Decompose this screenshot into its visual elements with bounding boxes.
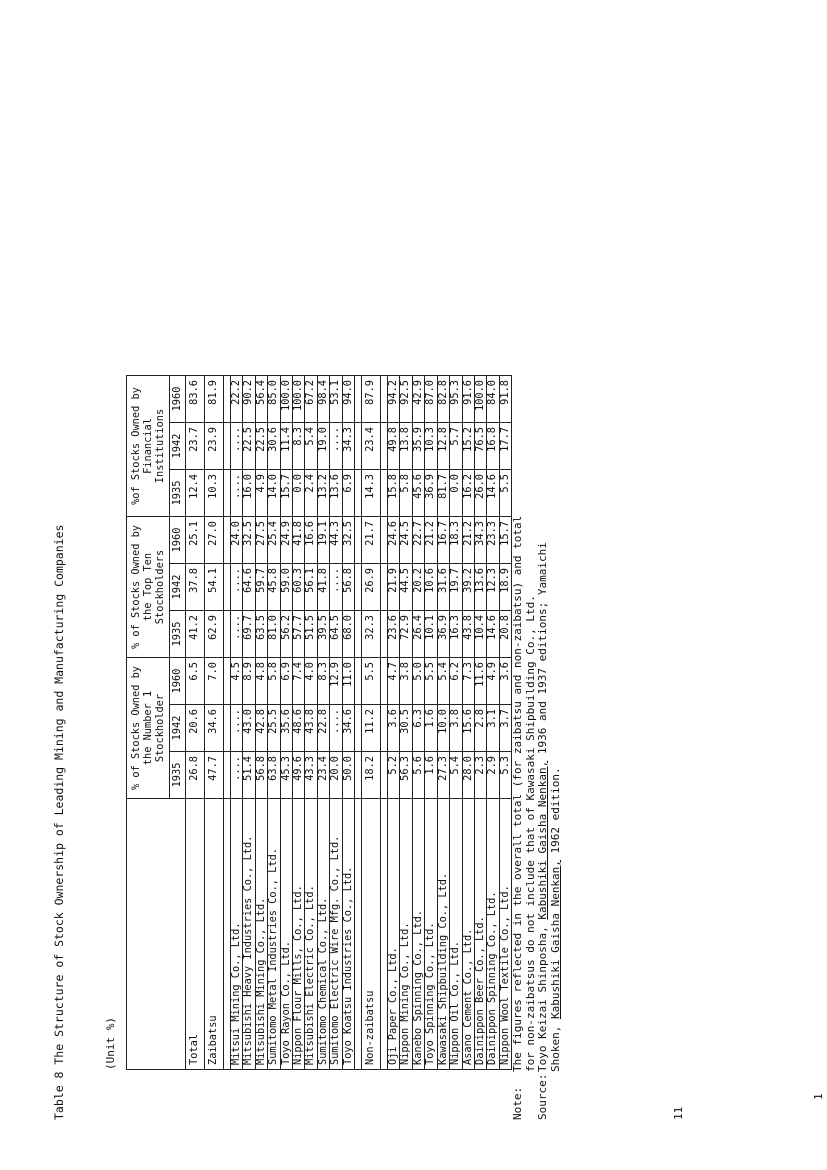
value-cell: 45.8 (268, 564, 280, 611)
value-cell: 2.9 (487, 752, 499, 799)
value-cell: 15.8 (388, 470, 400, 517)
value-cell: 10.0 (437, 705, 449, 752)
value-cell: 35.9 (412, 423, 424, 470)
value-cell: 43.8 (462, 611, 474, 658)
value-cell: 76.5 (474, 423, 486, 470)
value-cell: 8.3 (293, 423, 305, 470)
value-cell: 27.5 (255, 517, 267, 564)
value-cell: 22.7 (412, 517, 424, 564)
header-row-groups (127, 376, 170, 1070)
table-row (437, 376, 449, 1070)
year-header: 1942 (170, 564, 186, 611)
table-row (400, 376, 412, 1070)
value-cell: 87.0 (425, 376, 437, 423)
table-row (499, 376, 511, 1070)
value-cell: 100.0 (293, 376, 305, 423)
note-label: Note: (511, 1086, 524, 1120)
value-cell: 0.0 (293, 470, 305, 517)
value-cell: 83.6 (186, 376, 205, 423)
value-cell: 10.4 (474, 611, 486, 658)
value-cell: 28.0 (462, 752, 474, 799)
company-name: Kawasaki Shipbuilding Co., Ltd. (437, 799, 449, 1070)
value-cell: 4.5 (231, 658, 243, 705)
table-row (293, 376, 305, 1070)
company-name: Mitsui Mining Co., Ltd. (231, 799, 243, 1070)
spacer-cell (355, 658, 362, 705)
value-cell: 41.8 (293, 517, 305, 564)
rotated-page (52, 70, 825, 1120)
value-cell: 26.9 (362, 564, 381, 611)
source-text-2c: 1962 edition. (548, 767, 562, 854)
ownership-table (126, 375, 512, 1070)
table-row (268, 376, 280, 1070)
value-cell: 11.6 (474, 658, 486, 705)
value-cell: 17.7 (499, 423, 511, 470)
value-cell: 100.0 (474, 376, 486, 423)
company-name: Dainippon Beer Co., Ltd. (474, 799, 486, 1070)
value-cell: 5.0 (412, 658, 424, 705)
value-cell: 22.5 (243, 423, 255, 470)
value-cell: 5.4 (450, 752, 462, 799)
value-cell: 94.2 (388, 376, 400, 423)
value-cell: 5.4 (437, 658, 449, 705)
value-cell: 3.7 (499, 705, 511, 752)
table-row (412, 376, 424, 1070)
value-cell: 48.6 (293, 705, 305, 752)
value-cell: 16.2 (462, 470, 474, 517)
value-cell: 63.5 (255, 611, 267, 658)
source-row-2 (550, 516, 563, 1120)
value-cell: 91.8 (499, 376, 511, 423)
value-cell: 11.2 (362, 705, 381, 752)
year-header: 1960 (170, 376, 186, 423)
value-cell: 25.4 (268, 517, 280, 564)
value-cell: 50.0 (342, 752, 354, 799)
value-cell: 19.0 (317, 423, 329, 470)
spacer-row (355, 376, 362, 1070)
spacer-cell (355, 752, 362, 799)
source-text-2a: Shoken, (548, 1025, 562, 1072)
value-cell: 5.4 (305, 423, 317, 470)
company-name: Nippon Oil Co., Ltd. (450, 799, 462, 1070)
value-cell: 18.3 (450, 517, 462, 564)
value-cell: 56.4 (255, 376, 267, 423)
value-cell: 15.6 (462, 705, 474, 752)
value-cell: 39.2 (462, 564, 474, 611)
value-cell: 6.5 (186, 658, 205, 705)
value-cell: 64.5 (330, 611, 342, 658)
value-cell: 23.9 (205, 423, 224, 470)
value-cell: 44.5 (400, 564, 412, 611)
value-cell: 64.6 (243, 564, 255, 611)
source-text-1c: 1936 and 1937 editions; Yamaichi (536, 542, 549, 755)
unit-label: (Unit %) (104, 1017, 117, 1070)
table-row (317, 376, 329, 1070)
value-cell: 43.3 (305, 752, 317, 799)
value-cell: 3.8 (450, 705, 462, 752)
value-cell: 57.7 (293, 611, 305, 658)
value-cell: 3.6 (388, 705, 400, 752)
table-row (243, 376, 255, 1070)
value-cell: 54.1 (205, 564, 224, 611)
value-cell: 35.6 (280, 705, 292, 752)
value-cell: 34.3 (342, 423, 354, 470)
value-cell: 22.2 (231, 376, 243, 423)
value-cell: 41.8 (317, 564, 329, 611)
value-cell: 12.8 (437, 423, 449, 470)
value-cell: 24.9 (280, 517, 292, 564)
company-name: Sumitomo Chemical Co., Ltd. (317, 799, 329, 1070)
table-row (305, 376, 317, 1070)
value-cell: 59.7 (255, 564, 267, 611)
value-cell: 21.2 (462, 517, 474, 564)
table-row (330, 376, 342, 1070)
spacer-cell (355, 376, 362, 423)
value-cell: 82.8 (437, 376, 449, 423)
value-cell: 30.5 (400, 705, 412, 752)
page-number-secondary: 1 (812, 1093, 825, 1100)
year-header: 1935 (170, 752, 186, 799)
page-number: 11 (672, 1106, 685, 1120)
value-cell: 24.6 (388, 517, 400, 564)
value-cell: 26.0 (474, 470, 486, 517)
value-cell: 2.8 (474, 705, 486, 752)
value-cell: 43.0 (243, 705, 255, 752)
value-cell: 60.3 (293, 564, 305, 611)
value-cell: 22.8 (317, 705, 329, 752)
table-row (450, 376, 462, 1070)
spacer-cell (355, 470, 362, 517)
value-cell: 20.8 (499, 611, 511, 658)
source-title-1: Kabushiki Gaisha Nenkan, (536, 760, 549, 920)
value-cell: 25.5 (268, 705, 280, 752)
value-cell: 1.6 (425, 705, 437, 752)
source-text-1a: Toyo Keizai Shinposha, (536, 926, 549, 1072)
company-name: Nippon Mining Co., Ltd. (400, 799, 412, 1070)
year-header: 1960 (170, 517, 186, 564)
value-cell: 18.9 (499, 564, 511, 611)
value-cell: 8.3 (317, 658, 329, 705)
value-cell: 32.3 (362, 611, 381, 658)
value-cell: 41.2 (186, 611, 205, 658)
company-name: Mitsubishi Electric Co., Ltd. (305, 799, 317, 1070)
table-row (280, 376, 292, 1070)
company-name: Oji Paper Co., Ltd. (388, 799, 400, 1070)
value-cell: 92.5 (400, 376, 412, 423)
source-title-2: Kabushiki Gaisha Nenkan, (548, 860, 562, 1020)
value-cell: 84.0 (487, 376, 499, 423)
value-cell: 45.6 (412, 470, 424, 517)
value-cell: 11.0 (342, 658, 354, 705)
notes-block (512, 516, 562, 1120)
value-cell: 3.8 (400, 658, 412, 705)
value-cell: .... (231, 611, 243, 658)
value-cell: 4.9 (255, 470, 267, 517)
value-cell: 7.4 (293, 658, 305, 705)
value-cell: 30.6 (268, 423, 280, 470)
company-header-cell (127, 799, 186, 1070)
value-cell: .... (330, 564, 342, 611)
company-name: Nippon Flour Mills, Co., Ltd. (293, 799, 305, 1070)
company-name: Toyo Spinning Co., Ltd. (425, 799, 437, 1070)
value-cell: 42.8 (255, 705, 267, 752)
value-cell: 10.3 (425, 423, 437, 470)
company-name: Dainippon Spinning Co., Ltd. (487, 799, 499, 1070)
value-cell: 81.7 (437, 470, 449, 517)
value-cell: 91.6 (462, 376, 474, 423)
company-name: Sumitomo Electric Wire Mfg. Co., Ltd. (330, 799, 342, 1070)
value-cell: 39.5 (317, 611, 329, 658)
value-cell: 14.3 (362, 470, 381, 517)
value-cell: 51.4 (243, 752, 255, 799)
value-cell: 42.9 (412, 376, 424, 423)
value-cell: 4.0 (305, 658, 317, 705)
value-cell: 36.9 (437, 611, 449, 658)
value-cell: 18.2 (362, 752, 381, 799)
value-cell: 20.2 (412, 564, 424, 611)
note-text-2: for non-zaibatsus do not include that of Kawasaki Shipbuilding Co., Ltd. (523, 595, 537, 1072)
company-name: Mitsubishi Heavy Industries Co., Ltd. (243, 799, 255, 1070)
value-cell: 32.5 (342, 517, 354, 564)
value-cell: 56.8 (342, 564, 354, 611)
company-name: Total (186, 799, 205, 1070)
spacer-cell (355, 611, 362, 658)
value-cell: 14.6 (487, 470, 499, 517)
company-name: Mitsubishi Mining Co., Ltd. (255, 799, 267, 1070)
value-cell: 27.0 (205, 517, 224, 564)
zaibatsu-row (205, 376, 224, 1070)
spacer-cell (355, 564, 362, 611)
company-name: Asano Cement Co., Ltd. (462, 799, 474, 1070)
value-cell: 34.6 (342, 705, 354, 752)
value-cell: 95.3 (450, 376, 462, 423)
value-cell: 14.6 (487, 611, 499, 658)
value-cell: 20.6 (186, 705, 205, 752)
value-cell: 3.6 (499, 658, 511, 705)
value-cell: 12.9 (330, 658, 342, 705)
value-cell: 2.4 (305, 470, 317, 517)
company-name: Zaibatsu (205, 799, 224, 1070)
value-cell: 23.6 (388, 611, 400, 658)
year-header: 1935 (170, 611, 186, 658)
value-cell: 24.5 (400, 517, 412, 564)
value-cell: 5.3 (499, 752, 511, 799)
value-cell: 62.9 (205, 611, 224, 658)
value-cell: 5.6 (412, 752, 424, 799)
value-cell: 94.0 (342, 376, 354, 423)
value-cell: 63.8 (268, 752, 280, 799)
value-cell: 68.0 (342, 611, 354, 658)
value-cell: 21.7 (362, 517, 381, 564)
non-zaibatsu-row (362, 376, 381, 1070)
table-row (474, 376, 486, 1070)
value-cell: 1.6 (425, 752, 437, 799)
value-cell: 16.7 (437, 517, 449, 564)
value-cell: 51.5 (305, 611, 317, 658)
spacer-cell (355, 705, 362, 752)
value-cell: 5.7 (450, 423, 462, 470)
source-label: Source: (536, 1073, 549, 1120)
value-cell: 5.8 (400, 470, 412, 517)
group-header-financial: %of Stocks Owned by Financial Institutions (127, 376, 170, 517)
value-cell: 14.0 (268, 470, 280, 517)
value-cell: .... (330, 423, 342, 470)
value-cell: 16.3 (450, 611, 462, 658)
value-cell: .... (231, 564, 243, 611)
value-cell: 44.3 (330, 517, 342, 564)
value-cell: 13.2 (317, 470, 329, 517)
value-cell: 4.9 (487, 658, 499, 705)
value-cell: 7.0 (205, 658, 224, 705)
value-cell: 23.4 (317, 752, 329, 799)
year-header: 1942 (170, 423, 186, 470)
table-row (487, 376, 499, 1070)
value-cell: 5.5 (425, 658, 437, 705)
value-cell: 3.1 (487, 705, 499, 752)
value-cell: 90.2 (243, 376, 255, 423)
value-cell: 0.0 (450, 470, 462, 517)
value-cell: 5.8 (268, 658, 280, 705)
value-cell: 43.8 (305, 705, 317, 752)
value-cell: 72.9 (400, 611, 412, 658)
table-row (255, 376, 267, 1070)
value-cell: 5.5 (362, 658, 381, 705)
company-name: Sumitomo Metal Industries Co., Ltd. (268, 799, 280, 1070)
value-cell: 23.4 (362, 423, 381, 470)
value-cell: 27.3 (437, 752, 449, 799)
table-row (342, 376, 354, 1070)
spacer-cell (355, 517, 362, 564)
value-cell: 45.3 (280, 752, 292, 799)
note-text-1: The figures reflected in the overall total (for zaibatsu and non-zaibatsu) and total (511, 515, 524, 1072)
value-cell: 81.9 (205, 376, 224, 423)
value-cell: 26.8 (186, 752, 205, 799)
value-cell: 87.9 (362, 376, 381, 423)
value-cell: 37.8 (186, 564, 205, 611)
value-cell: 23.3 (487, 517, 499, 564)
value-cell: 56.1 (305, 564, 317, 611)
value-cell: 56.2 (280, 611, 292, 658)
value-cell: 67.2 (305, 376, 317, 423)
value-cell: 2.3 (474, 752, 486, 799)
company-name: Toyo Rayon Co., Ltd. (280, 799, 292, 1070)
value-cell: 56.8 (255, 752, 267, 799)
value-cell: 6.9 (342, 470, 354, 517)
value-cell: 13.6 (474, 564, 486, 611)
value-cell: 4.8 (255, 658, 267, 705)
value-cell: 47.7 (205, 752, 224, 799)
value-cell: 36.9 (425, 470, 437, 517)
value-cell: 10.3 (205, 470, 224, 517)
value-cell: 23.7 (186, 423, 205, 470)
year-header: 1935 (170, 470, 186, 517)
company-name: Non-zaibatsu (362, 799, 381, 1070)
value-cell: .... (330, 705, 342, 752)
value-cell: 8.9 (243, 658, 255, 705)
value-cell: 12.3 (487, 564, 499, 611)
value-cell: 25.1 (186, 517, 205, 564)
value-cell: .... (231, 705, 243, 752)
value-cell: 12.4 (186, 470, 205, 517)
value-cell: 34.3 (474, 517, 486, 564)
value-cell: 21.2 (425, 517, 437, 564)
value-cell: 34.6 (205, 705, 224, 752)
value-cell: 15.7 (499, 517, 511, 564)
value-cell: 5.2 (388, 752, 400, 799)
note-row (512, 516, 525, 1120)
value-cell: 53.1 (330, 376, 342, 423)
table-row (231, 376, 243, 1070)
value-cell: 13.8 (400, 423, 412, 470)
company-name: Toyo Koatsu Industries Co., Ltd. (342, 799, 354, 1070)
value-cell: 7.3 (462, 658, 474, 705)
value-cell: 10.1 (425, 611, 437, 658)
table-caption: Table 8 The Structure of Stock Ownership of Leading Mining and Manufacturing Companies (52, 524, 66, 1120)
value-cell: 26.4 (412, 611, 424, 658)
value-cell: 10.6 (425, 564, 437, 611)
table-row (388, 376, 400, 1070)
value-cell: 16.0 (243, 470, 255, 517)
value-cell: 6.3 (412, 705, 424, 752)
company-name: Nippon Wool Textile Co., Ltd. (499, 799, 511, 1070)
value-cell: 49.6 (293, 752, 305, 799)
value-cell: 69.7 (243, 611, 255, 658)
value-cell: 6.9 (280, 658, 292, 705)
value-cell: 4.7 (388, 658, 400, 705)
value-cell: 56.3 (400, 752, 412, 799)
value-cell: .... (231, 470, 243, 517)
group-header-number1: % of Stocks Owned by the Number 1 Stockholder (127, 658, 170, 799)
year-header: 1960 (170, 658, 186, 705)
value-cell: 15.2 (462, 423, 474, 470)
value-cell: 100.0 (280, 376, 292, 423)
total-row (186, 376, 205, 1070)
value-cell: 19.7 (450, 564, 462, 611)
value-cell: 32.5 (243, 517, 255, 564)
value-cell: 6.2 (450, 658, 462, 705)
value-cell: 81.0 (268, 611, 280, 658)
group-header-top10: % of Stocks Owned by the Top Ten Stockholders (127, 517, 170, 658)
value-cell: 19.1 (317, 517, 329, 564)
value-cell: 5.5 (499, 470, 511, 517)
value-cell: 59.0 (280, 564, 292, 611)
table-row (425, 376, 437, 1070)
value-cell: 21.9 (388, 564, 400, 611)
spacer-cell (355, 423, 362, 470)
value-cell: 16.8 (487, 423, 499, 470)
value-cell: 15.7 (280, 470, 292, 517)
spacer-cell (355, 799, 362, 1070)
value-cell: 20.0 (330, 752, 342, 799)
value-cell: 16.6 (305, 517, 317, 564)
value-cell: .... (231, 752, 243, 799)
value-cell: .... (231, 423, 243, 470)
value-cell: 98.4 (317, 376, 329, 423)
value-cell: 13.6 (330, 470, 342, 517)
value-cell: 22.5 (255, 423, 267, 470)
table-row (462, 376, 474, 1070)
value-cell: 31.6 (437, 564, 449, 611)
value-cell: 11.4 (280, 423, 292, 470)
year-header: 1942 (170, 705, 186, 752)
value-cell: 85.0 (268, 376, 280, 423)
value-cell: 49.8 (388, 423, 400, 470)
value-cell: 24.0 (231, 517, 243, 564)
company-name: Kanebo Spinning Co., Ltd. (412, 799, 424, 1070)
